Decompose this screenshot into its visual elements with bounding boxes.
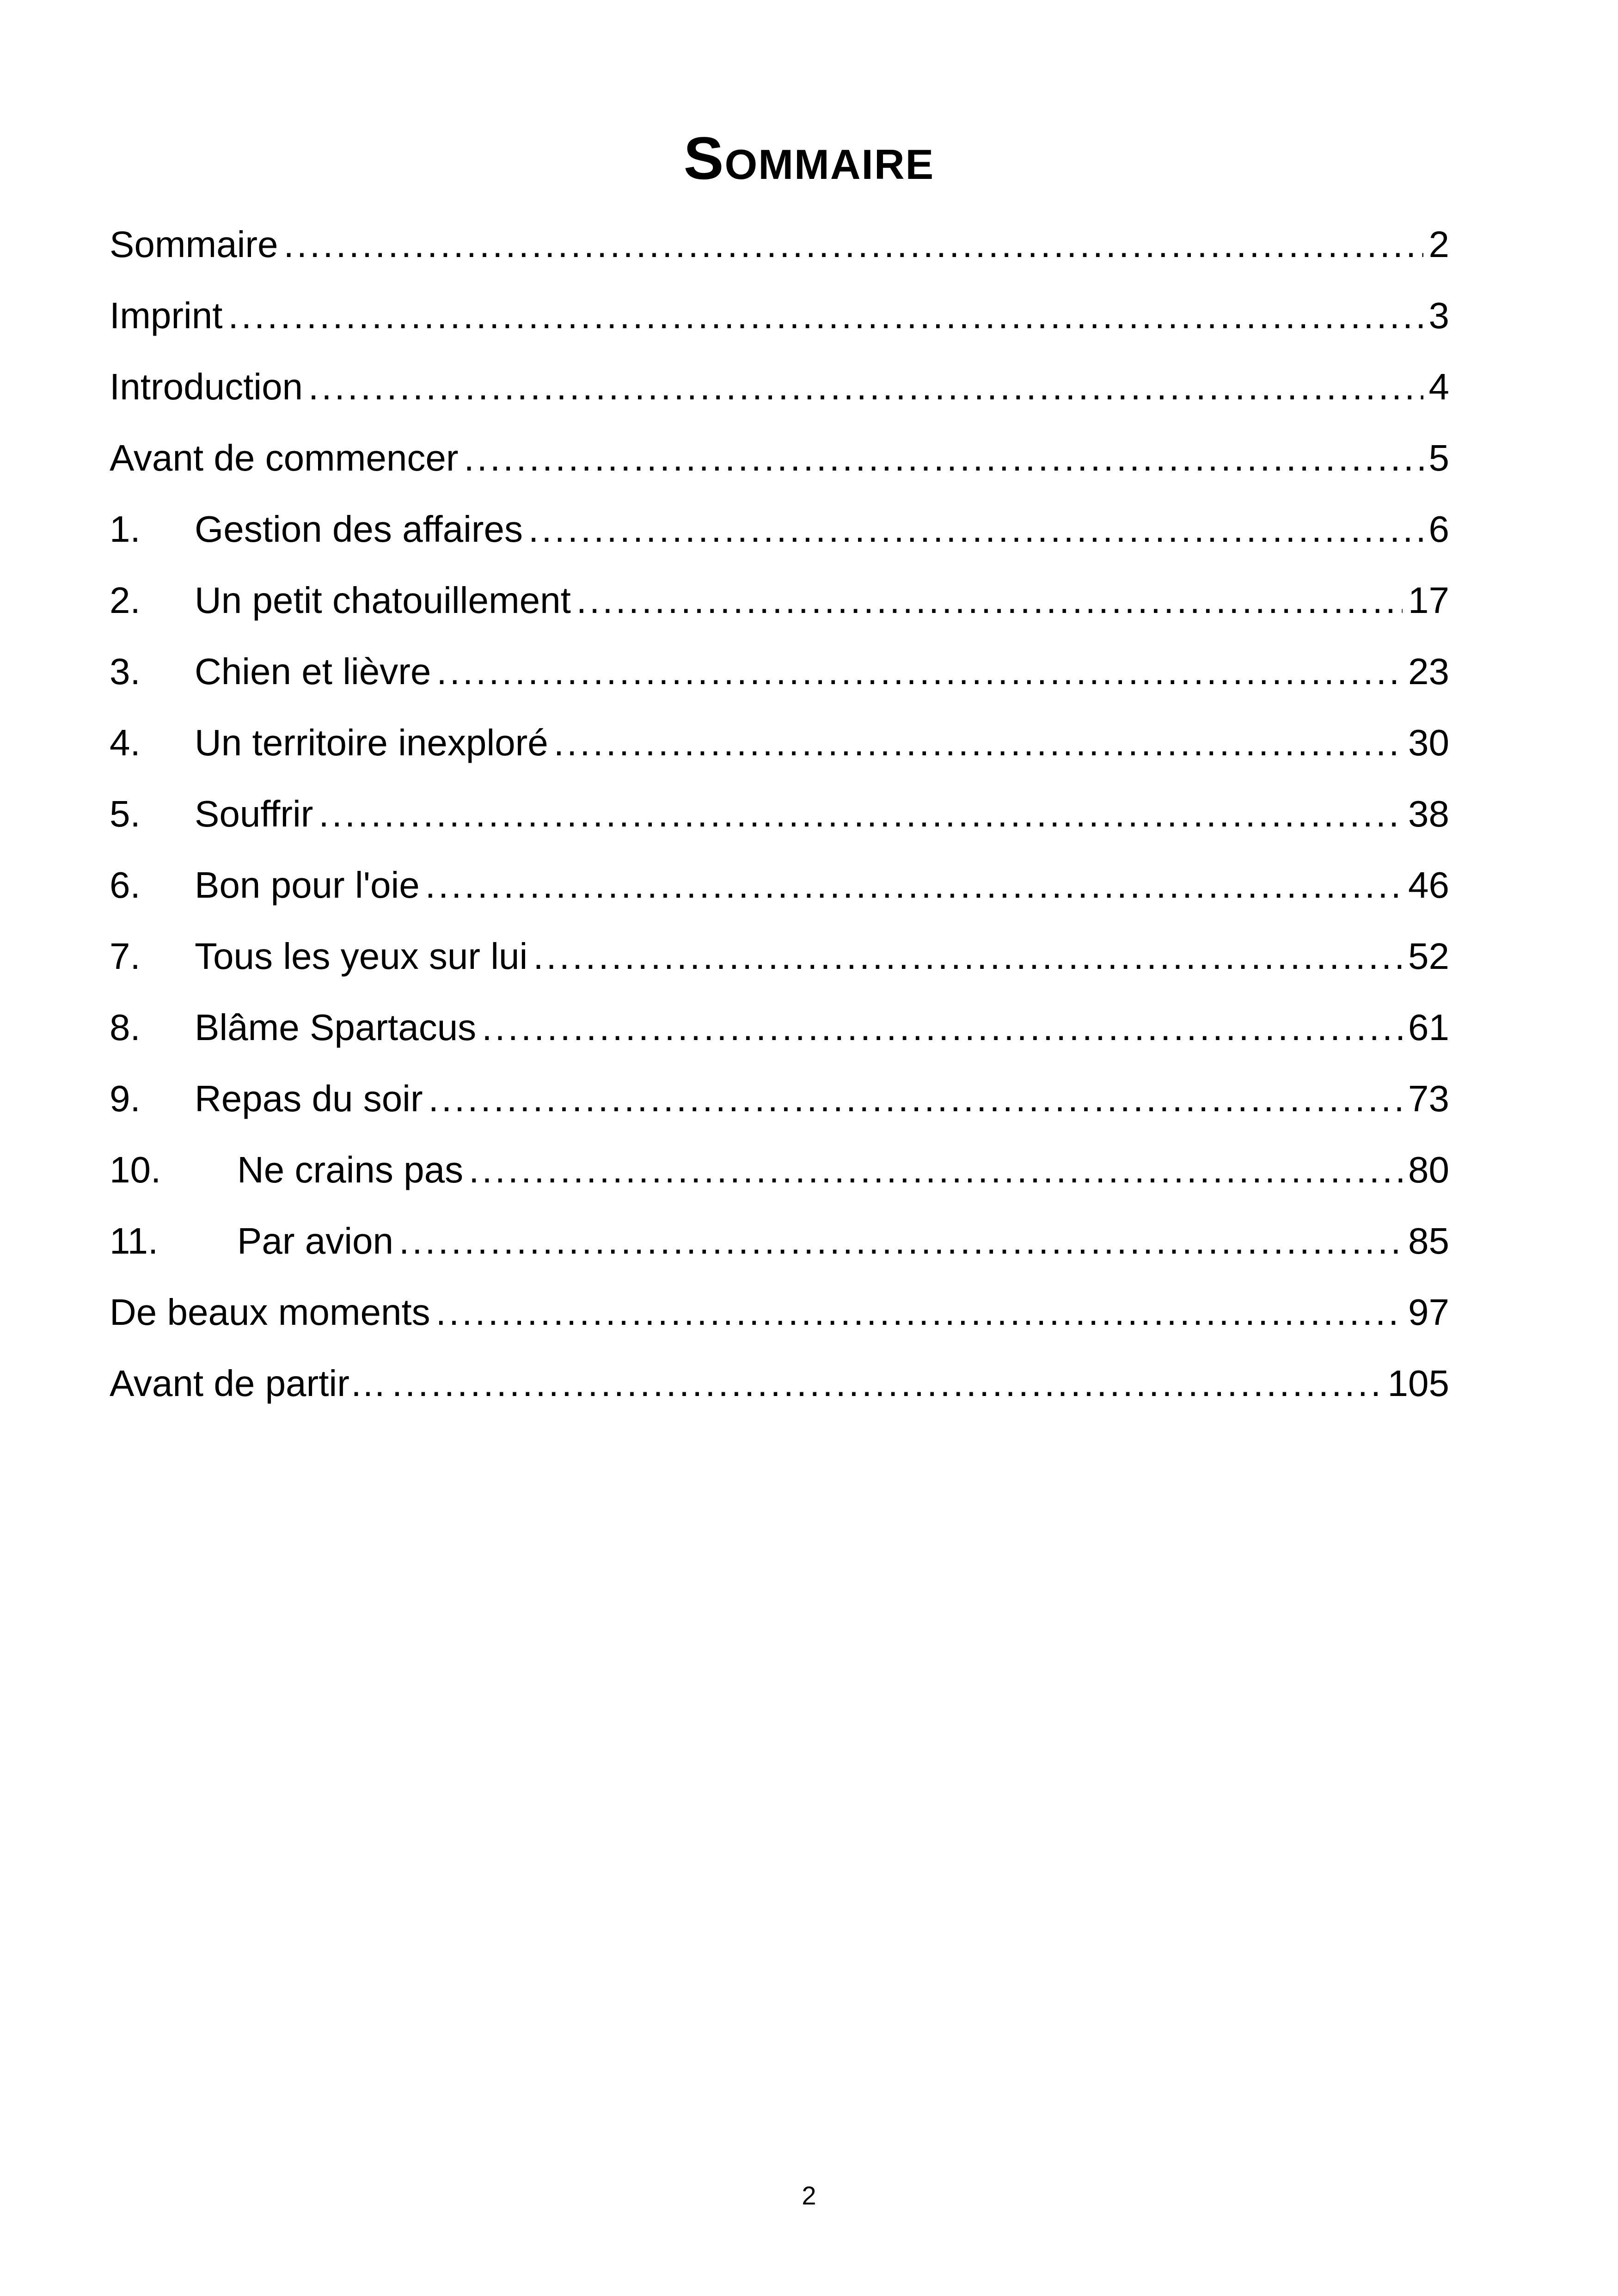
toc-entry-page: 38 [1408,793,1449,834]
toc-entry [110,422,1449,494]
toc-entry-page: 30 [1408,722,1449,763]
toc-entry-label: Avant de partir… [110,1363,386,1404]
toc-leader-dots [399,1218,1403,1264]
toc-leader-dots [436,649,1403,695]
toc-entry-label: Ne crains pas [237,1149,464,1190]
toc-leader-dots [533,933,1403,980]
toc-entry-number: 5. [110,793,141,834]
toc-entry-label: De beaux moments [110,1292,430,1333]
toc-entry [110,494,1449,565]
toc-leader-dots [392,1360,1382,1407]
toc-leader-dots [464,435,1423,481]
toc-entry-label: Un territoire inexploré [195,722,548,763]
toc-entry-number: 10. [110,1149,161,1190]
toc-entry-label: Un petit chatouillement [195,580,571,621]
toc-entry-page: 73 [1408,1078,1449,1119]
toc-entry-page: 85 [1408,1220,1449,1261]
toc-entry-number: 3. [110,651,141,692]
toc-leader-dots [284,221,1423,268]
toc-entry-page: 46 [1408,864,1449,906]
toc-entry [110,636,1449,707]
toc-entry-number: 11. [110,1220,159,1261]
toc-leader-dots [228,293,1423,339]
toc-entry-label: Gestion des affaires [195,508,523,550]
toc-entry-label: Blâme Spartacus [195,1007,477,1048]
toc-entry-page: 4 [1428,366,1449,407]
toc-entry [110,850,1449,921]
toc-entry [110,1063,1449,1134]
toc-entry-page: 105 [1387,1363,1449,1404]
toc-entry [110,921,1449,992]
toc-entry [110,992,1449,1063]
toc-entry-page: 23 [1408,651,1449,692]
toc-entry [110,707,1449,778]
toc-entry-label: Par avion [237,1220,393,1261]
toc-entry-page: 2 [1428,224,1449,265]
toc-entry-page: 52 [1408,936,1449,977]
toc-entry-label: Chien et lièvre [195,651,431,692]
toc-entry [110,1348,1449,1419]
toc-entry-page: 5 [1428,437,1449,478]
toc-entry-label: Introduction [110,366,303,407]
toc-entry-number: 7. [110,936,141,977]
toc-entry-page: 80 [1408,1149,1449,1190]
toc-entry-number: 1. [110,508,141,550]
toc-entry [110,565,1449,636]
toc-entry-label: Avant de commencer [110,437,459,478]
toc-leader-dots [576,577,1403,624]
toc-leader-dots [554,720,1403,766]
toc-leader-dots [429,1076,1403,1122]
toc-entry-label: Repas du soir [195,1078,423,1119]
toc-entry-number: 4. [110,722,141,763]
toc-leader-dots [436,1289,1403,1335]
toc-entry [110,209,1449,280]
toc-entry-label: Bon pour l'oie [195,864,420,906]
toc-entry [110,351,1449,422]
toc-entry-page: 97 [1408,1292,1449,1333]
toc-entry-number: 8. [110,1007,141,1048]
toc-entry [110,1277,1449,1348]
page-title: Sommaire [683,124,935,192]
toc-entry-page: 3 [1428,295,1449,336]
toc-leader-dots [425,862,1403,908]
toc-entry [110,280,1449,351]
toc-leader-dots [308,364,1423,410]
toc-entry-label: Souffrir [195,793,313,834]
toc-entry-label: Tous les yeux sur lui [195,936,528,977]
toc-entry-page: 61 [1408,1007,1449,1048]
footer-page-number: 2 [802,2181,816,2210]
toc-entry [110,778,1449,850]
toc-leader-dots [528,506,1423,552]
toc-entry-number: 2. [110,580,141,621]
toc-entry-label: Sommaire [110,224,278,265]
toc-leader-dots [482,1004,1403,1051]
toc-entry-number: 6. [110,864,141,906]
table-of-contents [110,209,1449,1419]
toc-entry [110,1134,1449,1206]
toc-entry-number: 9. [110,1078,141,1119]
toc-leader-dots [469,1147,1403,1193]
toc-entry-label: Imprint [110,295,223,336]
toc-entry [110,1206,1449,1277]
toc-entry-page: 17 [1408,580,1449,621]
toc-leader-dots [319,791,1403,837]
toc-entry-page: 6 [1428,508,1449,550]
